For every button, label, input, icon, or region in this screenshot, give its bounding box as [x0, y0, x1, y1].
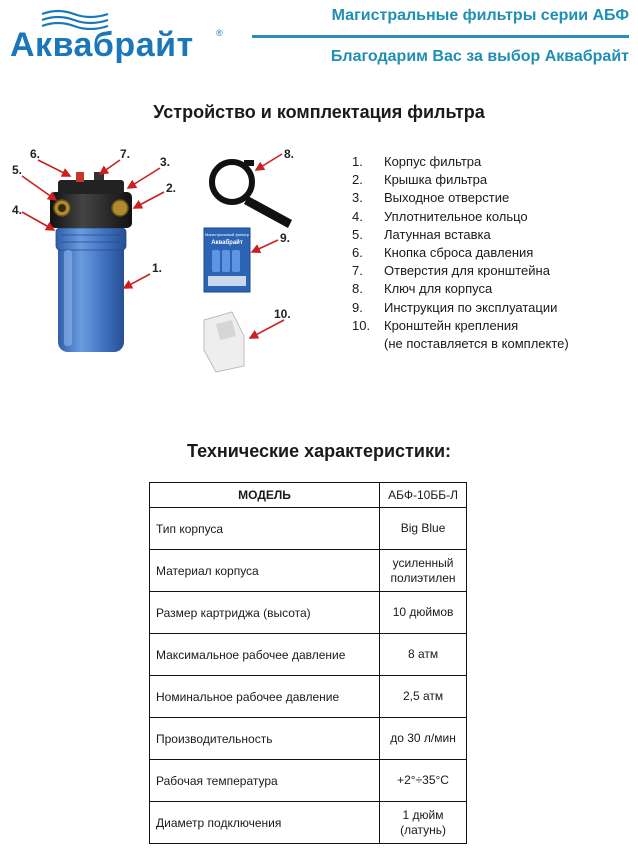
spec-param: Номинальное рабочее давление [150, 676, 380, 718]
parts-list-item: 2. Крышка фильтра [352, 172, 488, 188]
header-divider [252, 35, 629, 38]
callout-3: 3. [160, 155, 171, 169]
parts-list-item: 8. Ключ для корпуса [352, 281, 493, 297]
spec-value: до 30 л/мин [380, 718, 467, 760]
specs-section-title: Технические характеристики: [186, 441, 452, 461]
callout-7: 7. [120, 147, 131, 161]
spec-value: 2,5 атм [380, 676, 467, 718]
specs-header-model: АБФ-10ББ-Л [380, 483, 467, 508]
filter-housing [56, 228, 126, 352]
manual-cover-title: Магистральный фильтр [204, 232, 250, 237]
brand-logo: Аквабрайт [10, 26, 194, 64]
spec-param: Максимальное рабочее давление [150, 634, 380, 676]
callout-10: 10. [274, 307, 291, 321]
spec-param: Тип корпуса [150, 508, 380, 550]
manual-cover-brand: Аквабрайт [211, 240, 243, 246]
spec-param: Производительность [150, 718, 380, 760]
table-row [150, 634, 467, 676]
spec-value: 1 дюйм (латунь) [380, 802, 467, 844]
spec-value: Big Blue [380, 508, 467, 550]
spec-param: Размер картриджа (высота) [150, 592, 380, 634]
spec-param: Диаметр подключения [150, 802, 380, 844]
table-row [150, 718, 467, 760]
spec-value: 8 атм [380, 634, 467, 676]
specs-table [149, 482, 467, 844]
parts-list-item: 5. Латунная вставка [352, 226, 491, 242]
parts-list-item: 4. Уплотнительное кольцо [352, 208, 528, 224]
parts-list-item: 6. Кнопка сброса давления [352, 245, 534, 261]
spec-value: +2°÷35°С [380, 760, 467, 802]
filter-illustration [0, 140, 330, 380]
parts-list-item: 10. Кронштейн крепления [352, 317, 519, 333]
callout-1: 1. [152, 261, 163, 275]
table-row [150, 802, 467, 844]
spec-value: 10 дюймов [380, 592, 467, 634]
callout-2: 2. [166, 181, 177, 195]
spec-param: Материал корпуса [150, 550, 380, 592]
mount-bracket [204, 312, 244, 372]
specs-header-param: МОДЕЛЬ [150, 483, 380, 508]
parts-list-item: 1. Корпус фильтра [352, 154, 482, 169]
parts-list-item: 3. Выходное отверстие [352, 190, 510, 206]
table-row [150, 676, 467, 718]
spec-param: Рабочая температура [150, 760, 380, 802]
table-row [150, 592, 467, 634]
device-section-title: Устройство и комплектация фильтра [153, 102, 485, 122]
callout-9: 9. [280, 231, 291, 245]
thanks-line: Благодарим Вас за выбор Аквабрайт [330, 48, 629, 65]
callout-8: 8. [284, 147, 295, 161]
table-row [150, 760, 467, 802]
table-row [150, 508, 467, 550]
parts-list-item: 7. Отверстия для кронштейна [352, 263, 550, 279]
specs-header-row [150, 483, 467, 508]
parts-list-note: (не поставляется в комплекте) [384, 336, 569, 352]
manual-booklet [204, 228, 250, 292]
callout-6: 6. [30, 147, 41, 161]
callout-4: 4. [12, 203, 23, 217]
housing-wrench [212, 160, 292, 228]
parts-list-item: 9. Инструкция по эксплуатации [352, 299, 558, 315]
registered-mark: ® [216, 28, 223, 38]
callout-5: 5. [12, 163, 23, 177]
table-row [150, 550, 467, 592]
parts-list [352, 153, 632, 353]
spec-value: усиленный полиэтилен [380, 550, 467, 592]
series-title: Магистральные фильтры серии АБФ [331, 7, 629, 24]
filter-cap [50, 172, 132, 228]
